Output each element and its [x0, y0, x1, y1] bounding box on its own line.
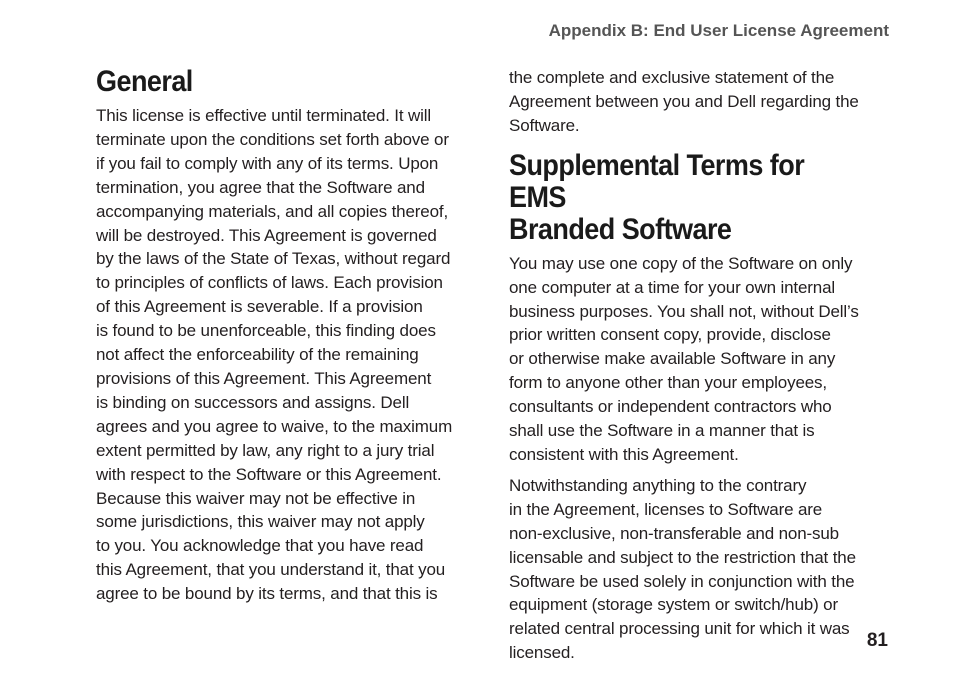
- page-number: 81: [866, 630, 888, 651]
- running-header: Appendix B: End User License Agreement: [548, 21, 889, 40]
- right-column: [509, 66, 899, 665]
- supplemental-paragraph-2: Notwithstanding anything to the contrary in the Agreement, licenses to Software are non-exclusive, non-transferable and non-sub licensable and subject to the restriction that the Software be used solely in conjunction with the equipment (storage system or switch/hub) or related central processing unit for which it was licensed.: [509, 475, 856, 663]
- section-heading-general: General: [96, 65, 193, 98]
- supplemental-paragraph-1: You may use one copy of the Software on only one computer at a time for your own internal business purposes. You shall not, without Dell’s prior written consent copy, provide, disclose or otherwise make available Software in any form to anyone other than your employees, consultants or independent contractors who shall use the Software in a manner that is consistent with this Agreement.: [509, 253, 859, 464]
- general-paragraph: This license is effective until terminated. It will terminate upon the conditions set forth above or if you fail to comply with any of its terms. Upon termination, you agree that the Software and accompanying materials, and all copies thereof, will be destroyed. This Agreement is governed by the laws of the State of Texas, without regard to principles of conflicts of laws. Each provision of this Agreement is severable. If a provision is found to be unenforceable, this finding does not affect the enforceability of the remaining provisions of this Agreement. This Agreement is binding on successors and assigns. Dell agrees and you agree to waive, to the maximum extent permitted by law, any right to a jury trial with respect to the Software or this Agreement. Because this waiver may not be effective in some jurisdictions, this waiver may not apply to you. You acknowledge that you have read this Agreement, that you understand it, that you agree to be bound by its terms, and that this is: [96, 106, 453, 604]
- left-column: [96, 66, 486, 606]
- continuation-paragraph: the complete and exclusive statement of the Agreement between you and Dell regarding the Software.: [509, 68, 859, 135]
- section-heading-supplemental-terms: Supplemental Terms for EMS Branded Software: [509, 148, 805, 246]
